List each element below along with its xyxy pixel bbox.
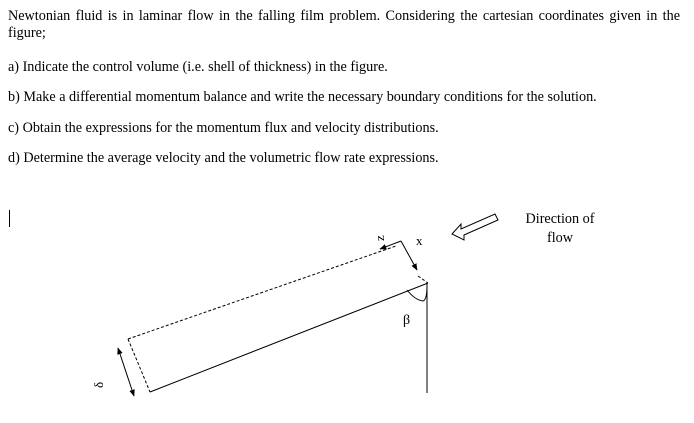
- question-b: b) Make a differential momentum balance and write the necessary boundary conditions for the solution.: [8, 89, 597, 105]
- x-axis-arrow: [401, 241, 417, 270]
- question-a: a) Indicate the control volume (i.e. shell of thickness) in the figure.: [8, 59, 388, 75]
- x-axis-label: x: [416, 233, 423, 248]
- angle-beta-label: β: [403, 313, 411, 328]
- flow-direction-arrow: [452, 214, 498, 240]
- question-d: d) Determine the average velocity and the volumetric flow rate expressions.: [8, 150, 439, 166]
- film-lower-end: [128, 339, 150, 392]
- z-axis-label: z: [372, 235, 387, 241]
- thickness-label: δ: [91, 381, 106, 388]
- question-c: c) Obtain the expressions for the momentum flux and velocity distributions.: [8, 120, 439, 136]
- problem-intro: Newtonian fluid is in laminar flow in the falling film problem. Considering the cartesian coordinates given in the figure;: [8, 8, 680, 41]
- thickness-arrow: [118, 348, 134, 396]
- film-upper-end: [418, 276, 428, 283]
- film-free-surface: [128, 246, 396, 339]
- flow-direction-line2: flow: [546, 230, 573, 246]
- flow-direction-line1: Direction of: [525, 211, 595, 227]
- inclined-plate: [150, 283, 428, 392]
